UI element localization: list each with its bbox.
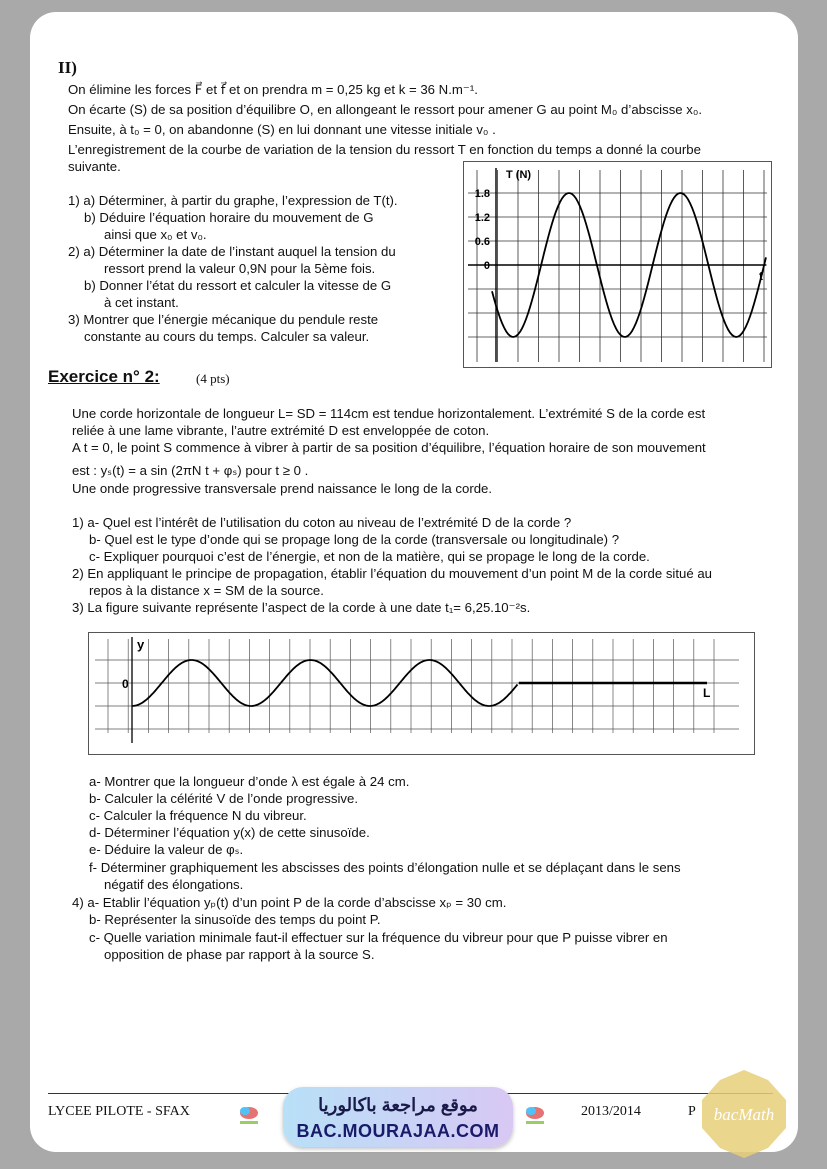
exercise2-question: 3) La figure suivante représente l’aspect de la corde à une date t₁= 6,25.10⁻²s. [72,600,531,615]
tension-graph [464,162,771,367]
site-badge[interactable] [283,1087,513,1147]
part2-intro-line: On écarte (S) de sa position d’équilibre O, en allongeant le ressort pour amener G au point M₀ d’abscisse x₀. [68,102,703,117]
exercise2-question: b- Quel est le type d’onde qui se propage long de la corde (transversale ou longitudinale) ? [89,532,620,547]
exercise2-intro-line: Une onde progressive transversale prend naissance le long de la corde. [72,481,493,496]
footer-page: P [688,1104,696,1119]
part2-question: 2) a) Déterminer la date de l’instant auquel la tension du [68,244,396,259]
part2-question: ressort prend la valeur 0,9N pour la 5ème fois. [104,261,376,276]
part2-intro-line: On élimine les forces F⃗ et f⃗ et on prendra m = 0,25 kg et k = 36 N.m⁻¹. [68,82,478,97]
exercise2-question: opposition de phase par rapport à la source S. [104,947,375,962]
exercise2-question: b- Calculer la célérité V de l’onde progressive. [89,791,359,806]
tension-graph-box [463,161,772,368]
y-axis-label: T (N) [506,169,532,181]
exercise2-intro-line: A t = 0, le point S commence à vibrer à partir de sa position d’équilibre, l’équation horaire de son mouvement [72,440,706,455]
part2-question: 3) Montrer que l’énergie mécanique du pendule reste [68,312,379,327]
exercise2-question: b- Représenter la sinusoïde des temps du point P. [89,912,381,927]
origin-label: 0 [122,677,129,691]
exercise2-question: c- Calculer la fréquence N du vibreur. [89,808,307,823]
footer-school: LYCEE PILOTE - SFAX [48,1104,190,1119]
part2-heading: II) [58,58,77,77]
part2-intro-line: L’enregistrement de la courbe de variation de la tension du ressort T en fonction du temps a donné la courbe [68,142,701,157]
badge-arabic-text: موقع مراجعة باكالوريا [318,1095,478,1115]
footer-year: 2013/2014 [581,1104,641,1119]
y-tick-label: 0.6 [474,236,490,248]
part2-question: 1) a) Déterminer, à partir du graphe, l’expression de T(t). [68,193,398,208]
end-label: L [703,686,711,700]
exercise2-question: c- Quelle variation minimale faut-il effectuer sur la fréquence du vibreur pour que P puisse vibrer en [89,930,668,945]
part2-question: ainsi que x₀ et v₀. [104,227,207,242]
exercise2-question: 4) a- Etablir l’équation yₚ(t) d’un point P de la corde d’abscisse xₚ = 30 cm. [72,895,507,910]
part2-question: constante au cours du temps. Calculer sa valeur. [84,329,370,344]
exercise2-points: (4 pts) [196,371,230,386]
exercise2-question: a- Montrer que la longueur d’onde λ est égale à 24 cm. [89,774,410,789]
exercise2-question: 1) a- Quel est l’intérêt de l’utilisation du coton au niveau de l’extrémité D de la corde ? [72,515,572,530]
exercise2-intro-line: est : yₛ(t) = a sin (2πN t + φₛ) pour t ≥ 0 . [72,463,309,478]
exercise2-question: c- Expliquer pourquoi c’est de l’énergie, et non de la matière, qui se propage le long de la corde. [89,549,650,564]
school-logo-icon [234,1102,264,1128]
part2-question: b) Déduire l’équation horaire du mouvement de G [84,210,374,225]
exercise2-question: d- Déterminer l’équation y(x) de cette sinusoïde. [89,825,370,840]
school-logo-icon [520,1102,550,1128]
y-tick-label: 0 [483,260,490,272]
exercise2-question: 2) En appliquant le principe de propagation, établir l’équation du mouvement d’un point M de la corde situé au [72,566,713,581]
part2-intro-line: Ensuite, à t₀ = 0, on abandonne (S) en lui donnant une vitesse initiale v₀ . [68,122,496,137]
exercise2-question: repos à la distance x = SM de la source. [89,583,324,598]
y-tick-label: 1.8 [474,188,490,200]
exercise2-title: Exercice n° 2: [48,367,160,386]
y-tick-label: 1.2 [474,212,490,224]
bacmath-logo [698,1068,790,1160]
exercise2-intro-line: Une corde horizontale de longueur L= SD = 114cm est tendue horizontalement. L’extrémité S de la corde est [72,406,706,421]
part2-question: b) Donner l’état du ressort et calculer la vitesse de G [84,278,392,293]
rope-graph-box [88,632,755,755]
x-axis-label: t [759,269,763,283]
exercise2-question: f- Déterminer graphiquement les abscisses des points d’élongation nulle et se déplaçant dans le sens [89,860,681,875]
rope-graph [89,633,754,754]
y-axis-label: y [137,637,145,652]
part2-question: à cet instant. [104,295,179,310]
part2-intro-line: suivante. [68,159,121,174]
exercise2-question: négatif des élongations. [104,877,244,892]
exercise2-question: e- Déduire la valeur de φₛ. [89,842,244,857]
logo-text: bacMath [713,1105,775,1124]
exercise2-intro-line: reliée à une lame vibrante, l’autre extrémité D est enveloppée de coton. [72,423,490,438]
badge-site-text: BAC.MOURAJAA.COM [296,1121,500,1141]
